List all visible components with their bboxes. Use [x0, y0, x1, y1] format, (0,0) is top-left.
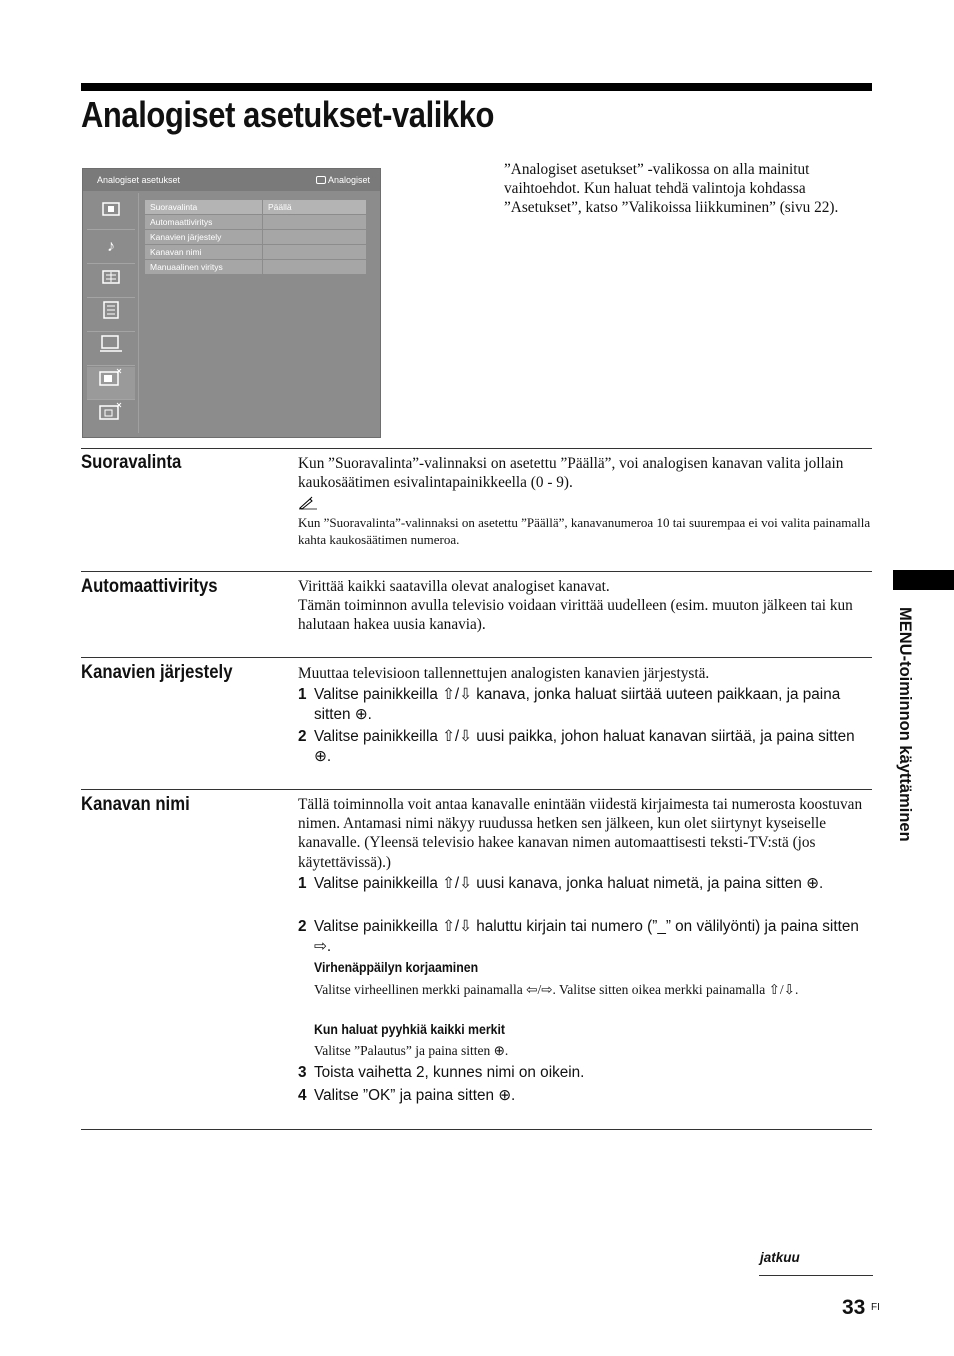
- section-divider: [81, 657, 872, 658]
- kanavan-nimi-text: Tällä toiminnolla voit antaa kanavalle enintään viidestä kirjaimesta tai numerosta koostuvan nimen. Antamasi nimi näkyy ruudussa hetken sen jälkeen, kun olet siirtynyt kyseiselle kanavalle. (Yleensä televisio hakee kanavan nimen automaattisesti teksti-TV:stä (jos käytettävissä).): [298, 796, 863, 871]
- music-note-icon[interactable]: ♪: [87, 231, 135, 264]
- tv-menu-screenshot: [82, 168, 381, 438]
- intro-text: ”Analogiset asetukset” -valikossa on alla mainitut vaihtoehdot. Kun haluat tehdä valintoja kohdassa ”Asetukset”, katso ”Valikoissa liikkuminen” (sivu 22).: [504, 161, 839, 217]
- tv-menu-header: [83, 169, 380, 191]
- tv-menu-items: [145, 200, 366, 275]
- kanavan-nimi-step-1: 1 Valitse painikkeilla ⇧/⇩ uusi kanava, jonka haluat nimetä, ja paina sitten ⊕.: [298, 875, 824, 892]
- automaattiviritys-text1: Virittää kaikki saatavilla olevat analogiset kanavat.: [298, 578, 610, 595]
- kanavan-nimi-step-4: 4 Valitse ”OK” ja paina sitten ⊕.: [298, 1087, 516, 1104]
- sub-head-error-correction: Virhenäppäilyn korjaaminen: [314, 959, 479, 975]
- page-language: FI: [871, 1302, 880, 1313]
- tv-menu-header-title: Analogiset asetukset: [97, 175, 181, 185]
- input-source-icon: [316, 176, 326, 184]
- section-divider: [81, 571, 872, 572]
- kanavan-nimi-step-3: 3 Toista vaihetta 2, kunnes nimi on oikein.: [298, 1064, 585, 1081]
- chapter-tab: [893, 570, 954, 590]
- kanavien-jarjestely-step-1: 1 Valitse painikkeilla ⇧/⇩ kanava, jonka haluat siirtää uuteen paikkaan, ja paina sitten ⊕.: [298, 686, 841, 723]
- section-divider: [81, 448, 872, 449]
- tv-menu-item-automaattiviritys[interactable]: Automaattiviritys: [145, 215, 366, 229]
- suoravalinta-text: Kun ”Suoravalinta”-valinnaksi on asetettu ”Päällä”, voi analogisen kanavan valita jollain kaukosäätimen esivalintapainikkeella (0 - 9).: [298, 455, 844, 492]
- sub-text-clear-all: Valitse ”Palautus” ja paina sitten ⊕.: [314, 1043, 509, 1058]
- tv-menu-item-kanavien-jarjestely[interactable]: Kanavien järjestely: [145, 230, 366, 244]
- note-pencil-icon: [298, 496, 318, 514]
- tv-menu-item-manuaalinen-viritys[interactable]: Manuaalinen viritys: [145, 260, 366, 274]
- tv-menu-divider: [138, 193, 139, 433]
- section-title-kanavien-jarjestely: Kanavien järjestely: [81, 662, 233, 683]
- digital-setup-icon[interactable]: [87, 401, 135, 433]
- kanavien-jarjestely-text: Muuttaa televisioon tallennettujen analogisten kanavien järjestystä.: [298, 665, 710, 682]
- tv-menu-sidebar: [85, 193, 137, 433]
- list-icon[interactable]: [87, 265, 135, 298]
- tv-menu-item-suoravalinta[interactable]: Suoravalinta Päällä: [145, 200, 366, 214]
- kanavien-jarjestely-step-2: 2 Valitse painikkeilla ⇧/⇩ uusi paikka, johon haluat kanavan siirtää, ja paina sitten ⊕.: [298, 728, 855, 765]
- continued-label: jatkuu: [760, 1250, 800, 1265]
- section-divider: [81, 789, 872, 790]
- chapter-label: MENU-toiminnon käyttäminen: [896, 607, 914, 842]
- automaattiviritys-text2: Tämän toiminnon avulla televisio voidaan virittää uudelleen (esim. muuton jälkeen tai kun halutaan hakea uusia kanavia).: [298, 597, 853, 634]
- suoravalinta-note: Kun ”Suoravalinta”-valinnaksi on asetettu ”Päällä”, kanavanumeroa 10 tai suurempaa ei voi valita painamalla kahta kaukosäätimen numeroa.: [298, 515, 871, 547]
- kanavan-nimi-step-2: 2 Valitse painikkeilla ⇧/⇩ haluttu kirjain tai numero (”_” on välilyönti) ja paina sitten ⇨.: [298, 918, 859, 955]
- picture-icon[interactable]: [87, 197, 135, 230]
- page-title: Analogiset asetukset-valikko: [81, 94, 494, 135]
- sub-head-clear-all: Kun haluat pyyhkiä kaikki merkit: [314, 1021, 506, 1037]
- tv-menu-item-kanavan-nimi[interactable]: Kanavan nimi: [145, 245, 366, 259]
- title-bar: [81, 83, 872, 91]
- continued-underline: [759, 1275, 873, 1276]
- analog-setup-icon[interactable]: [87, 367, 135, 400]
- monitor-icon[interactable]: [87, 333, 135, 366]
- tv-menu-header-source: Analogiset: [316, 169, 370, 191]
- section-title-automaattiviritys: Automaattiviritys: [81, 576, 218, 597]
- section-title-suoravalinta: Suoravalinta: [81, 452, 182, 473]
- section-divider: [81, 1129, 872, 1130]
- settings-list-icon[interactable]: [87, 299, 135, 332]
- section-title-kanavan-nimi: Kanavan nimi: [81, 794, 190, 815]
- page-number: 33: [842, 1296, 866, 1319]
- sub-text-error-correction: Valitse virheellinen merkki painamalla ⇦/⇨. Valitse sitten oikea merkki painamalla ⇧/⇩.: [314, 982, 799, 997]
